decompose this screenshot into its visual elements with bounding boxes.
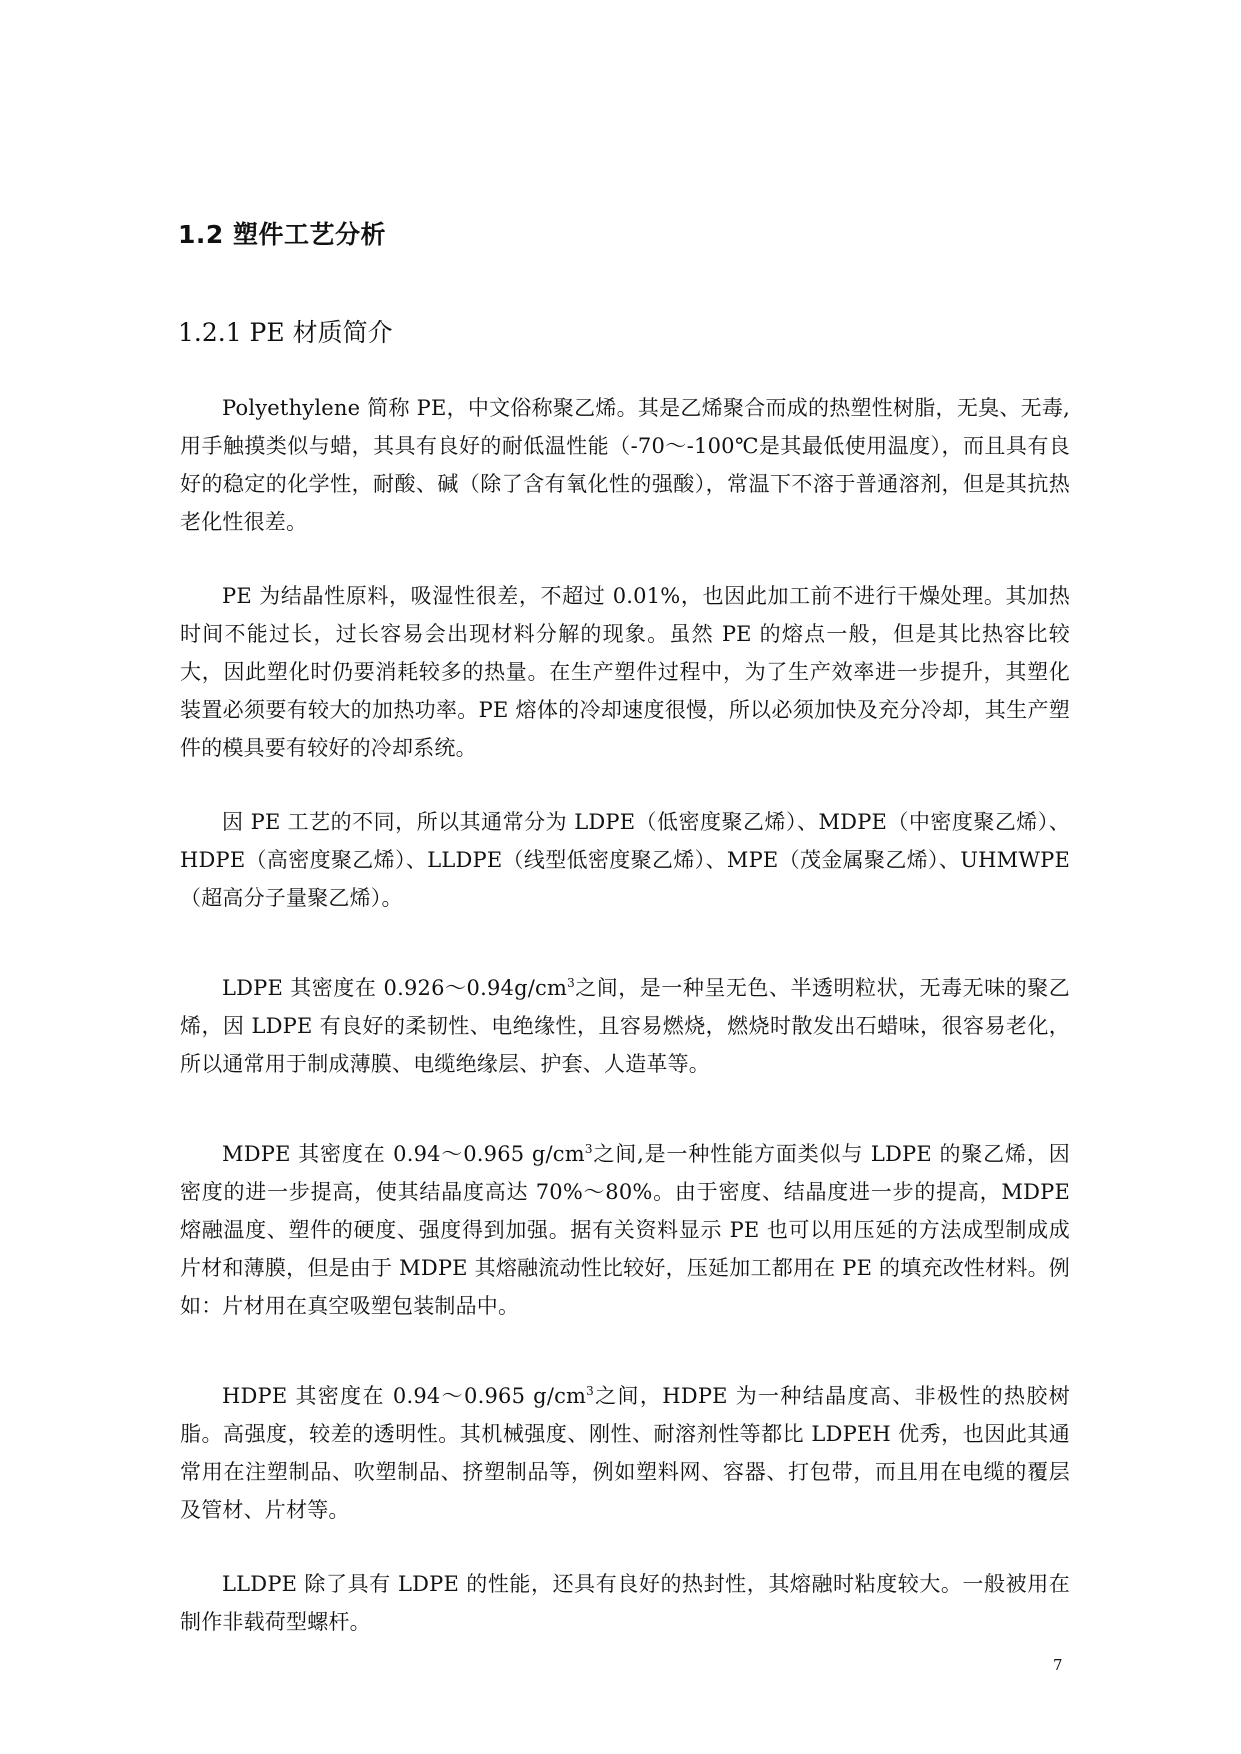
hdpe-description-text: 之间，HDPE 为一种结晶度高、非极性的热胶树脂。高强度，较差的透明性。其机械强度、刚性、耐溶剂性等都比 LDPEH 优秀，也因此其通常用在注塑制品、吹塑制品、挤塑制品等，例如塑料网、容器、打包带，而且用在电缆的覆层及管材、片材等。 bbox=[180, 1384, 1070, 1522]
paragraph-pe-types: 因 PE 工艺的不同，所以其通常分为 LDPE（低密度聚乙烯）、MDPE（中密度聚乙烯）、HDPE（高密度聚乙烯）、LLDPE（线型低密度聚乙烯）、MPE（茂金属聚乙烯）、UHMWPE（超高分子量聚乙烯）。 bbox=[180, 810, 1070, 910]
mdpe-density-text: MDPE 其密度在 0.94～0.965 g/cm bbox=[222, 1142, 585, 1166]
ldpe-superscript: 3 bbox=[567, 976, 575, 990]
paragraph-ldpe bbox=[180, 969, 1070, 1083]
paragraph-pe-intro: Polyethylene 简称 PE，中文俗称聚乙烯。其是乙烯聚合而成的热塑性树脂，无臭、无毒,用手触摸类似与蜡，其具有良好的耐低温性能（-70～-100℃是其最低使用温度），而且具有良好的稳定的化学性，耐酸、碱（除了含有氧化性的强酸），常温下不溶于普通溶剂，但是其抗热老化性很差。 bbox=[180, 396, 1070, 534]
hdpe-superscript: 3 bbox=[586, 1384, 595, 1398]
hdpe-density-text: HDPE 其密度在 0.94～0.965 g/cm bbox=[222, 1384, 587, 1408]
paragraph-hdpe bbox=[180, 1377, 1070, 1529]
paragraph-lldpe: LLDPE 除了具有 LDPE 的性能，还具有良好的热封性，其熔融时粘度较大。一般被用在制作非载荷型螺杆。 bbox=[180, 1572, 1070, 1634]
paragraph-pe-processing: PE 为结晶性原料，吸湿性很差，不超过 0.01%，也因此加工前不进行干燥处理。其加热时间不能过长，过长容易会出现材料分解的现象。虽然 PE 的熔点一般，但是其比热容比较大，因此塑化时仍要消耗较多的热量。在生产塑件过程中，为了生产效率进一步提升，其塑化装置必须要有较大的加热功率。PE 熔体的冷却速度很慢，所以必须加快及充分冷却，其生产塑件的模具要有较好的冷却系统。 bbox=[180, 584, 1070, 760]
mdpe-superscript: 3 bbox=[584, 1142, 593, 1156]
section-heading: 1.2 塑件工艺分析 bbox=[178, 220, 386, 249]
mdpe-description-text: 之间,是一种性能方面类似与 LDPE 的聚乙烯，因密度的进一步提高，使其结晶度高达 70%～80%。由于密度、结晶度进一步的提高，MDPE 熔融温度、塑件的硬度、强度得到加强。据有关资料显示 PE 也可以用压延的方法成型制成成片材和薄膜，但是由于 MDPE 其熔融流动性比较好，压延加工都用在 PE 的填充改性材料。例如：片材用在真空吸塑包装制品中。 bbox=[180, 1142, 1070, 1318]
body-text bbox=[180, 389, 1070, 1677]
ldpe-density-text: LDPE 其密度在 0.926～0.94g/cm bbox=[222, 976, 568, 1000]
ldpe-description-text: 之间，是一种呈无色、半透明粒状，无毒无味的聚乙烯，因 LDPE 有良好的柔韧性、电绝缘性，且容易燃烧，燃烧时散发出石蜡味，很容易老化，所以通常用于制成薄膜、电缆绝缘层、护套、人造革等。 bbox=[180, 976, 1070, 1076]
page-number: 7 bbox=[1053, 1656, 1063, 1674]
subsection-heading: 1.2.1 PE 材质简介 bbox=[178, 318, 393, 347]
paragraph-mdpe bbox=[180, 1135, 1070, 1325]
